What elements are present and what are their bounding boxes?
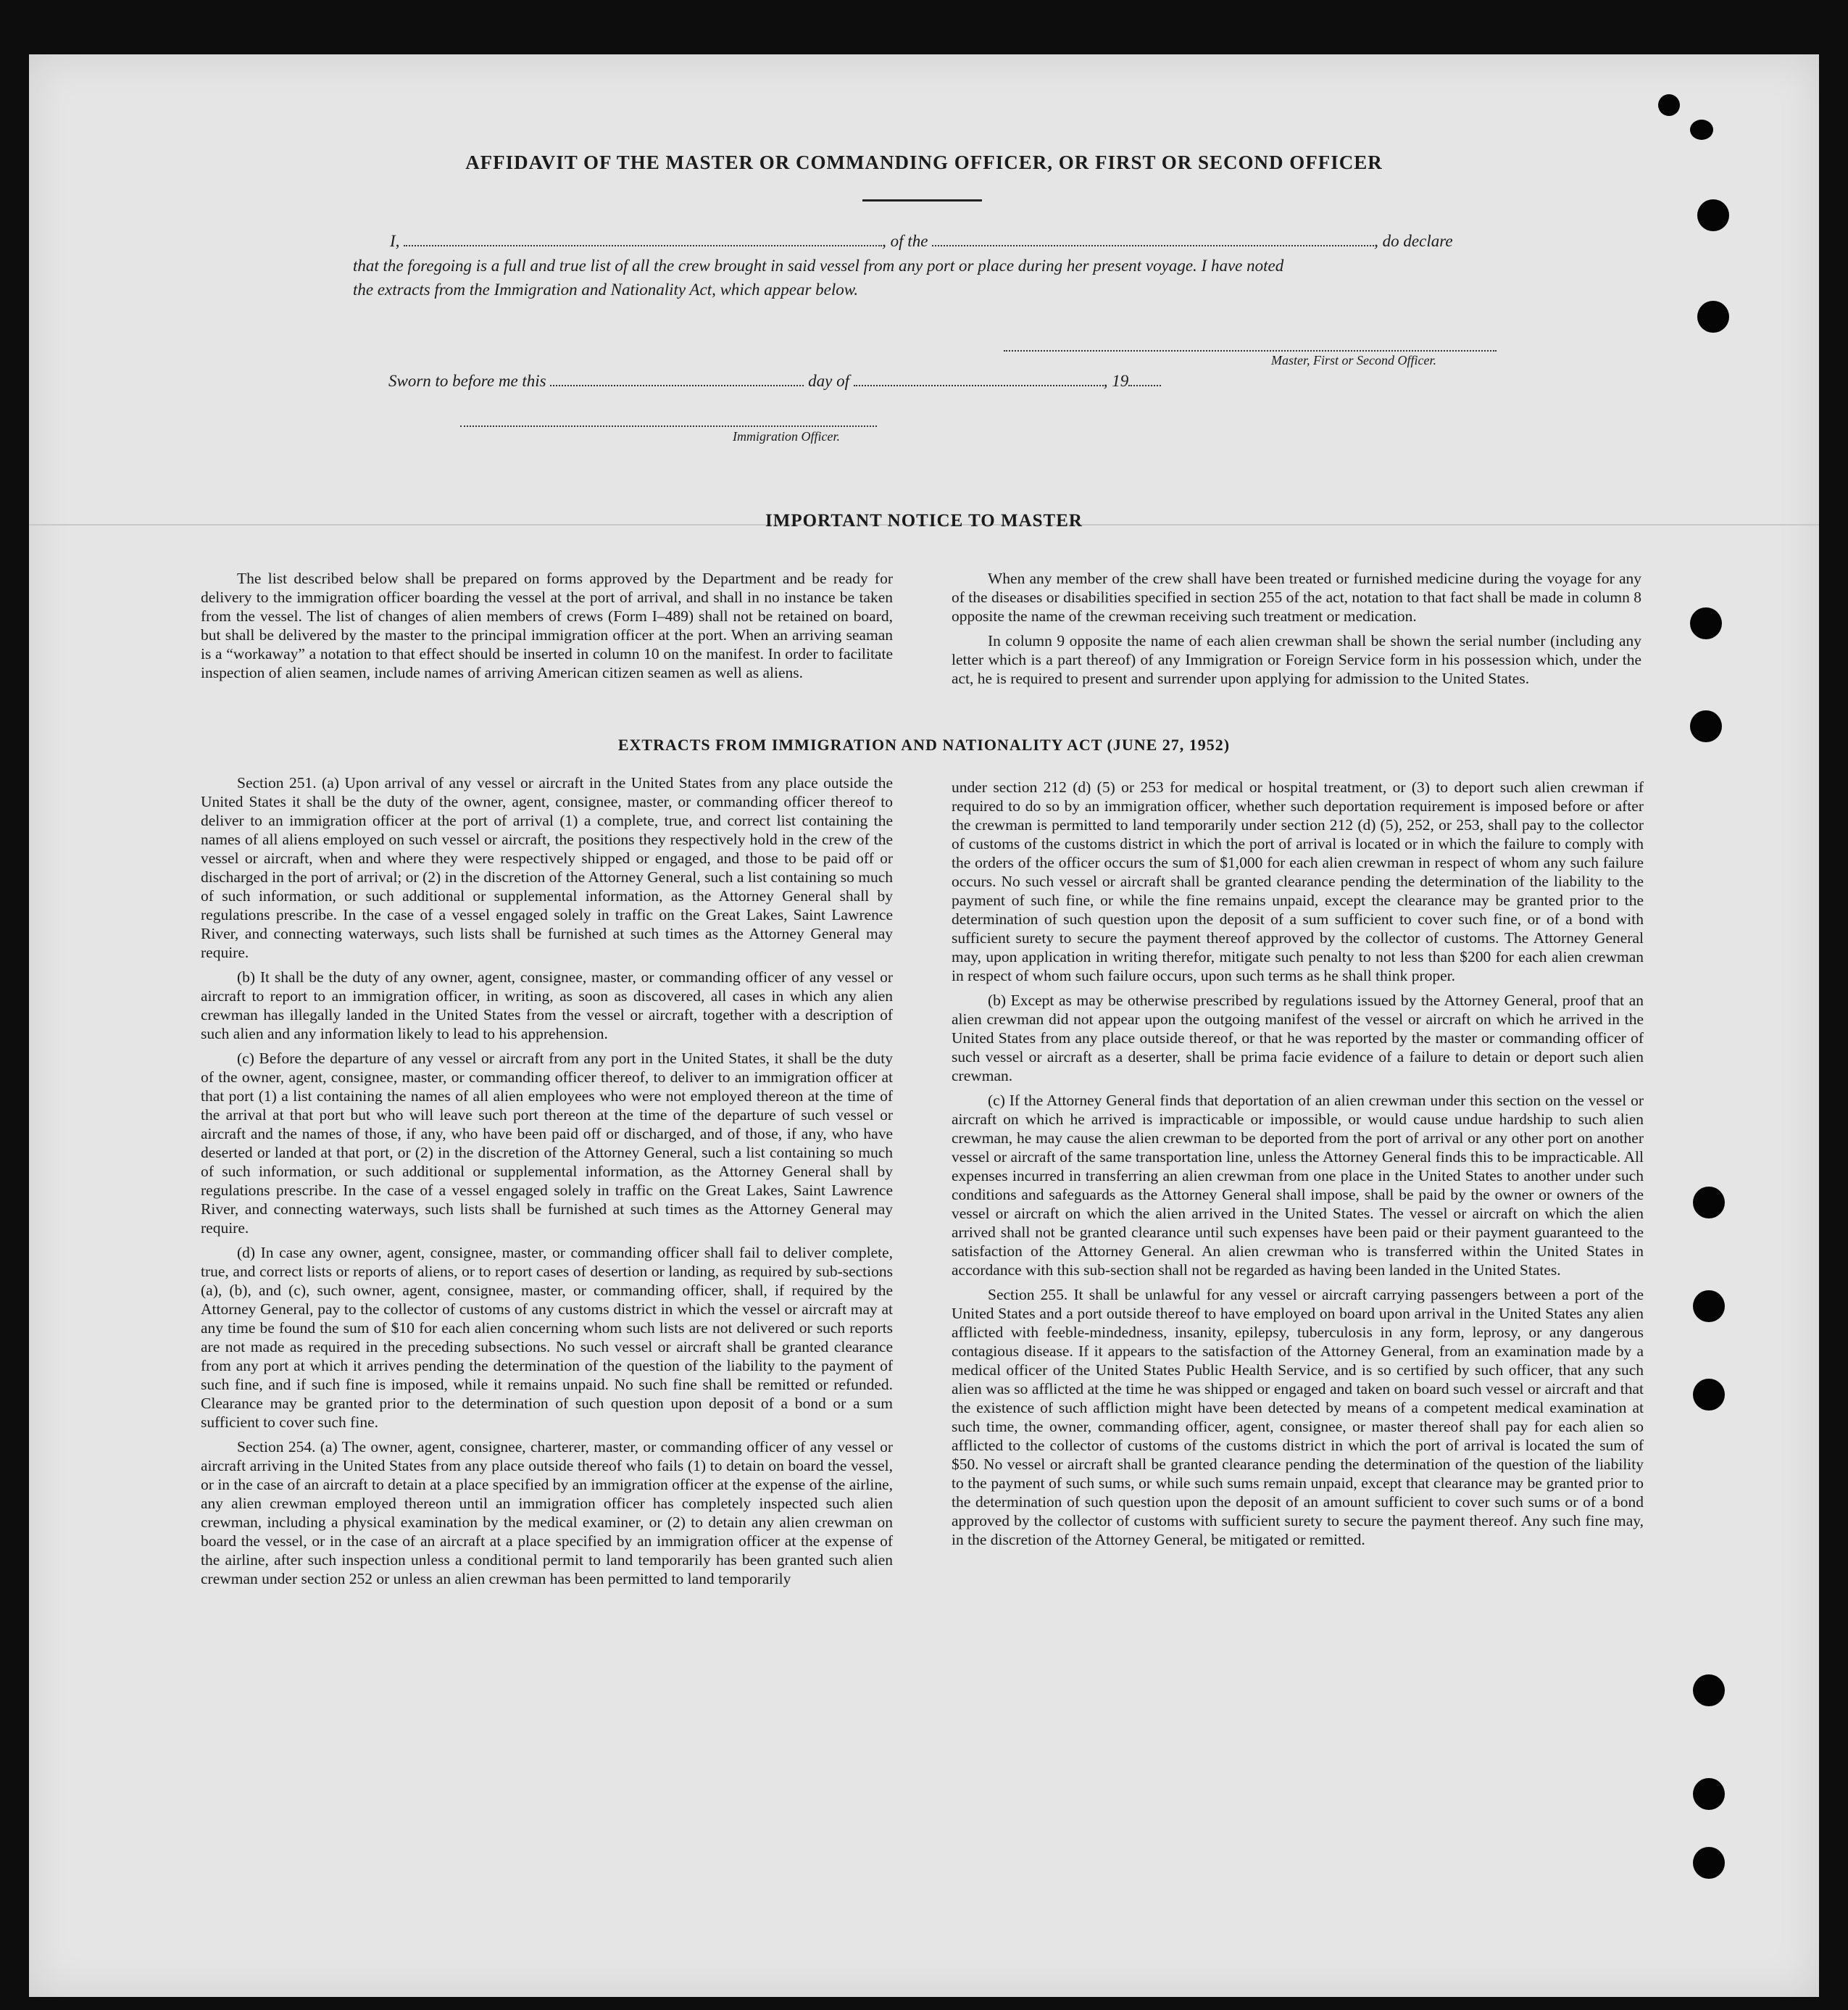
extracts-left-column bbox=[201, 773, 893, 1594]
punch-hole bbox=[1658, 94, 1680, 116]
declarant-prefix: I, bbox=[390, 232, 400, 250]
of-the-label: , of the bbox=[882, 232, 928, 250]
notice-right-column bbox=[952, 569, 1641, 694]
affidavit-title: AFFIDAVIT OF THE MASTER OR COMMANDING OFFICER, OR FIRST OR SECOND OFFICER bbox=[465, 151, 1383, 173]
officer-caption: Immigration Officer. bbox=[733, 429, 840, 444]
act-paragraph: (c) Before the departure of any vessel or aircraft from any port in the United States, it shall be the duty of the owner, agent, consignee, master, or commanding officer thereof, to deliver to an immigration officer at that port (1) a list containing the names of all alien employees who were not employed thereon at the time of the arrival at that port but who will leave such port thereon at the time of the departure of such vessel or aircraft and the names of those, if any, who have been paid off or discharged, and of those, if any, who have deserted or landed at that port, or (2) in the discretion of the Attorney General, such a list containing so much of such information, or such additional or supplemental information, as the Attorney General shall by regulations prescribe. In the case of a vessel engaged solely in traffic on the Great Lakes, Saint Lawrence River, and connecting waterways, such lists shall be furnished at such times as the Attorney General may require. bbox=[201, 1050, 893, 1237]
year-prefix: , 19 bbox=[1103, 372, 1129, 390]
sworn-prefix: Sworn to before me this bbox=[388, 372, 546, 390]
notice-title: IMPORTANT NOTICE TO MASTER bbox=[765, 511, 1083, 531]
extracts-right-column bbox=[952, 778, 1644, 1555]
punch-hole bbox=[1697, 199, 1729, 231]
punch-hole bbox=[1693, 1187, 1725, 1218]
act-paragraph: Section 251. (a) Upon arrival of any vessel or aircraft in the United States from any place outside the United States it shall be the duty of the owner, agent, consignee, master, or commanding officer thereof to deliver to an immigration officer at the port of arrival (1) a complete, true, and correct list containing the names of all aliens employed on such vessel or aircraft, the positions they respectively hold in the crew of the vessel or aircraft, when and where they were respectively shipped or engaged, and those to be paid off or discharged in the port of arrival; or (2) in the discretion of the Attorney General, such a list containing so much of such information, or such additional or supplemental information, as the Attorney General shall by regulations prescribe. In the case of a vessel engaged solely in traffic on the Great Lakes, Saint Lawrence River, and connecting waterways, such lists shall be furnished at such times as the Attorney General may require. bbox=[201, 774, 893, 961]
declaration-line bbox=[390, 232, 1453, 251]
act-paragraph: Section 255. It shall be unlawful for any vessel or aircraft carrying passengers between a port of the United States and a port outside thereof to have employed on board upon arrival in the United States any alien afflicted with feeble-mindedness, insanity, epilepsy, tuberculosis in any form, leprosy, or any dangerous contagious disease. If it appears to the satisfaction of the Attorney General, from an examination made by a medical officer of the United States Public Health Service, and is so certified by such officer, that any such alien was so afflicted at the time he was shipped or engaged and taken on board such vessel or aircraft and that the existence of such affliction might have been detected by means of a competent medical examination at such time, the owner, commanding officer, agent, consignee, or master thereof shall pay for each alien so afflicted to the collector of customs of the customs district in which the port of arrival is located the sum of $50. No vessel or aircraft shall be granted clearance pending the determination of the question of the liability to the payment of such sums, or while such sums remain unpaid, except that clearance may be granted prior to the determination of such question upon the deposit of an amount sufficient to cover such sums or of a bond approved by the collector of customs with sufficient surety to secure the payment thereof. Any such fine may, in the discretion of the Attorney General, be mitigated or remitted. bbox=[952, 1286, 1644, 1548]
declare-label: , do declare bbox=[1374, 232, 1453, 250]
notice-left-column bbox=[201, 569, 893, 688]
notice-paragraph: When any member of the crew shall have been treated or furnished medicine during the voyage for any of the diseases or disabilities specified in section 255 of the act, notation to that fact shall be made in column 8 opposite the name of the crewman receiving such treatment or medication. bbox=[952, 570, 1641, 625]
punch-hole bbox=[1690, 607, 1722, 639]
vessel-name-field[interactable] bbox=[932, 245, 1374, 246]
declaration-text: the extracts from the Immigration and Nationality Act, which appear below. bbox=[353, 281, 859, 299]
act-paragraph: under section 212 (d) (5) or 253 for medical or hospital treatment, or (3) to deport such alien crewman if required to do so by an immigration officer, whether such deportation requirement is imposed before or after the crewman is permitted to land temporarily under section 212 (d) (5), 252, or 253, shall pay to the collector of customs of the customs district in which the port of arrival is located or in which the failure to comply with the orders of the officer occurs the sum of $1,000 for each alien crewman in respect of whom any such failure occurs. No such vessel or aircraft shall be granted clearance pending the determination of the liability to the payment of such fine, or while the fine remains unpaid, except the clearance may be granted prior to the determination of such question upon the deposit of a sum sufficient to cover such fine, or of a bond with sufficient surety to secure the payment thereof approved by the collector of customs. The Attorney General may, upon application in writing therefor, mitigate such penalty to not less than $200 for each alien crewman in respect of whom such failure occurs, upon such terms as he shall think proper. bbox=[952, 778, 1644, 984]
punch-hole bbox=[1693, 1379, 1725, 1411]
notice-paragraph: The list described below shall be prepared on forms approved by the Department and be ready for delivery to the immigration officer boarding the vessel at the port of arrival, and shall in no instance be taken from the vessel. The list of changes of alien members of crews (Form I–489) shall not be retained on board, but shall be delivered by the master to the principal immigration officer at the port. When an arriving seaman is a “workaway” a notation to that effect should be inserted in column 10 on the manifest. In order to facilitate inspection of alien seamen, include names of arriving American citizen seamen as well as aliens. bbox=[201, 570, 893, 681]
extracts-title: EXTRACTS FROM IMMIGRATION AND NATIONALITY ACT (JUNE 27, 1952) bbox=[617, 736, 1231, 754]
sworn-month-field[interactable] bbox=[854, 385, 1104, 386]
act-paragraph: (d) In case any owner, agent, consignee, master, or commanding officer shall fail to deliver complete, true, and correct lists or reports of aliens, or to report cases of desertion or landing, as required by sub-sections (a), (b), and (c), such owner, agent, consignee, master, or commanding officer, shall, if required by the Attorney General, pay to the collector of customs of any customs district in which the vessel or aircraft may at any time be found the sum of $10 for each alien concerning whom such lists are not delivered or such reports are not made as required in the preceding subsections. No such vessel or aircraft shall be granted clearance from any port at which it arrives pending the determination of the question of the liability to the payment of such fine, and if such fine is imposed, while it remains unpaid. No such fine shall be remitted or refunded. Clearance may be granted prior to the determination of such question upon deposit of a bond or a sum sufficient to cover such fine. bbox=[201, 1244, 893, 1431]
sworn-line bbox=[388, 372, 1161, 391]
punch-hole bbox=[1697, 301, 1729, 333]
document-page bbox=[29, 54, 1819, 1997]
act-paragraph: Section 254. (a) The owner, agent, consignee, charterer, master, or commanding officer of any vessel or aircraft arriving in the United States from any place outside thereof who fails (1) to detain on board the vessel, or in the case of an aircraft to detain at a place specified by an immigration officer at the expense of the airline, any alien crewman employed thereon until an immigration officer has completely inspected such alien crewman, including a physical examination by the medical examiner, or (2) to detain any alien crewman on board the vessel, or in the case of an aircraft at a place specified by an immigration officer at the expense of the airline, after such inspection unless a conditional permit to land temporarily has been granted such alien crewman under section 252 or unless an alien crewman has been permitted to land temporarily bbox=[201, 1438, 893, 1587]
act-paragraph: (b) It shall be the duty of any owner, agent, consignee, master, or commanding officer of any vessel or aircraft to report to an immigration officer, in writing, as soon as discovered, all cases in which any alien crewman has illegally landed in the United States from the vessel or aircraft, together with a description of such alien and any information likely to lead to his apprehension. bbox=[201, 968, 893, 1042]
officer-signature-line[interactable] bbox=[460, 425, 877, 427]
sworn-day-field[interactable] bbox=[550, 385, 804, 386]
notice-paragraph: In column 9 opposite the name of each alien crewman shall be shown the serial number (including any letter which is a part thereof) of any Immigration or Foreign Service form in his possession which, under the act, he is required to present and surrender upon applying for admission to the United States. bbox=[952, 632, 1641, 687]
sworn-year-field[interactable] bbox=[1128, 385, 1161, 386]
act-paragraph: (b) Except as may be otherwise prescribed by regulations issued by the Attorney General, proof that an alien crewman did not appear upon the outgoing manifest of the vessel or aircraft on which he arrived in the United States from any place outside thereof, or that he was reported by the master or commanding officer of such vessel or aircraft as a deserter, shall be prima facie evidence of a failure to detain or deport such alien crewman. bbox=[952, 992, 1644, 1084]
master-signature-line[interactable] bbox=[1004, 350, 1497, 352]
declaration-text: that the foregoing is a full and true list of all the crew brought in said vessel from any port or place during her present voyage. I have noted bbox=[353, 257, 1284, 275]
punch-hole bbox=[1690, 120, 1713, 140]
master-caption: Master, First or Second Officer. bbox=[1271, 353, 1436, 367]
act-paragraph: (c) If the Attorney General finds that deportation of an alien crewman under this section on the vessel or aircraft on which he arrived is impracticable or impossible, or would cause undue hardship to such alien crewman, he may cause the alien crewman to be deported from the port of arrival or any other port on another vessel or aircraft of the same transportation line, unless the Attorney General finds this to be impracticable. All expenses incurred in transferring an alien crewman from one place in the United States to another under such conditions and safeguards as the Attorney General shall impose, shall be paid by the owner or owners of the vessel or aircraft on which the alien arrived in the United States. The vessel or aircraft on which the alien arrived shall not be granted clearance until such expenses have been paid or their payment guaranteed to the satisfaction of the Attorney General. An alien crewman who is transferred within the United States in accordance with this sub-section shall not be regarded as having been landed in the United States. bbox=[952, 1092, 1644, 1279]
declarant-name-field[interactable] bbox=[404, 245, 882, 246]
day-of-label: day of bbox=[808, 372, 849, 390]
title-underline bbox=[862, 199, 982, 202]
punch-hole bbox=[1693, 1674, 1725, 1706]
punch-hole bbox=[1693, 1290, 1725, 1322]
punch-hole bbox=[1693, 1847, 1725, 1879]
punch-hole bbox=[1693, 1778, 1725, 1810]
